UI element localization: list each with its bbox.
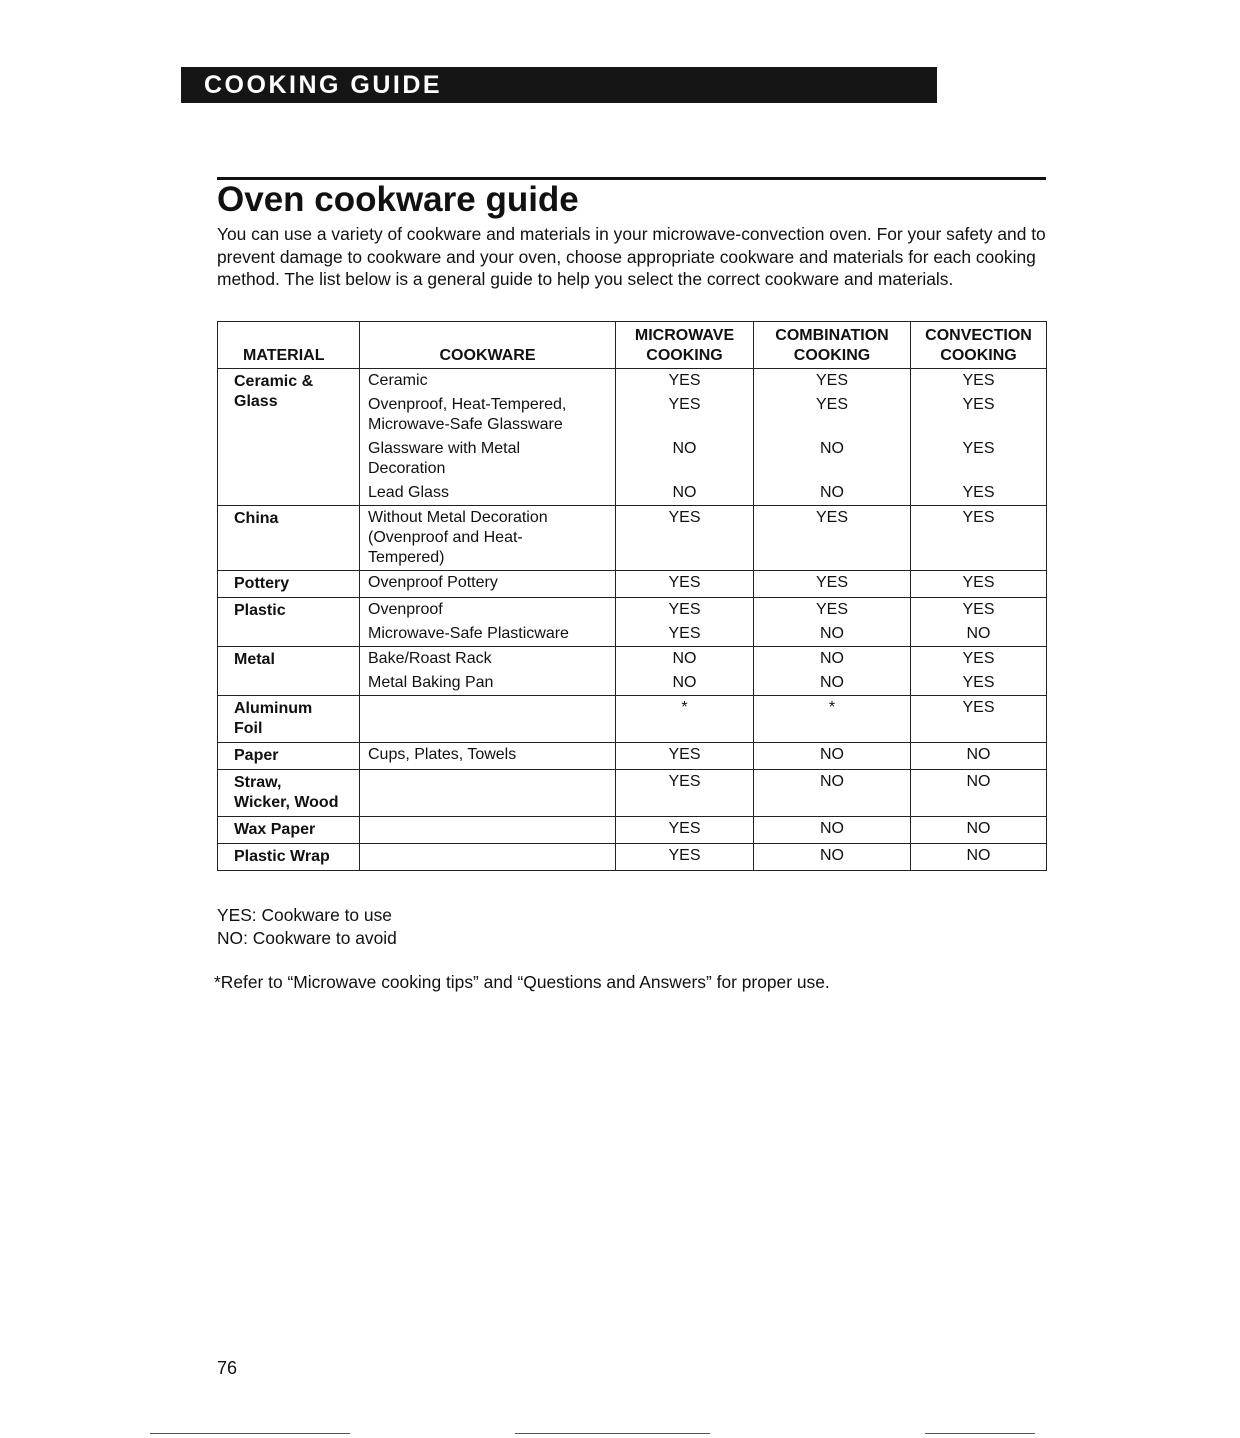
cookware-label: Bake/Roast Rack	[368, 650, 492, 667]
microwave-value: YES	[668, 746, 701, 763]
microwave-value: NO	[672, 650, 697, 667]
convection-cell	[911, 369, 1047, 506]
convection-value: NO	[966, 625, 991, 642]
convection-cell	[911, 844, 1047, 871]
table-row	[218, 506, 1047, 571]
combination-value: NO	[820, 484, 844, 501]
legend-no: NO: Cookware to avoid	[217, 928, 397, 948]
microwave-value: YES	[668, 820, 701, 837]
header-microwave-line1: MICROWAVE	[634, 327, 735, 344]
combination-cell	[754, 369, 911, 506]
combination-value: NO	[820, 674, 844, 691]
table-row	[218, 743, 1047, 770]
microwave-cell	[616, 844, 754, 871]
header-combination	[754, 322, 911, 369]
microwave-value: YES	[668, 574, 701, 591]
microwave-value: *	[681, 699, 688, 716]
microwave-value: YES	[668, 773, 701, 790]
microwave-cell	[616, 743, 754, 770]
cookware-label: Decoration	[368, 460, 446, 477]
header-microwave	[616, 322, 754, 369]
material-cell	[218, 817, 360, 844]
combination-cell	[754, 844, 911, 871]
microwave-cell	[616, 817, 754, 844]
combination-value: NO	[820, 773, 844, 790]
header-microwave-line2: COOKING	[646, 347, 723, 364]
material-cell	[218, 844, 360, 871]
header-convection	[911, 322, 1047, 369]
header-material: MATERIAL	[218, 322, 360, 369]
footer-rule-right	[925, 1433, 1035, 1434]
header-cookware: COOKWARE	[360, 322, 616, 369]
convection-value: YES	[962, 440, 995, 457]
cookware-cell	[360, 647, 616, 696]
cookware-cell	[360, 770, 616, 817]
combination-cell	[754, 696, 911, 743]
convection-value: YES	[962, 601, 995, 618]
cookware-label: Metal Baking Pan	[368, 674, 494, 691]
combination-cell	[754, 506, 911, 571]
combination-value: NO	[820, 746, 844, 763]
microwave-cell	[616, 598, 754, 647]
cookware-label: Ovenproof Pottery	[368, 574, 498, 591]
microwave-value: YES	[668, 847, 701, 864]
convection-value: NO	[966, 746, 991, 763]
convection-value: YES	[962, 650, 995, 667]
material-label: Paper	[234, 747, 279, 764]
cookware-cell	[360, 696, 616, 743]
convection-value: NO	[966, 820, 991, 837]
cookware-cell	[360, 369, 616, 506]
material-label: Aluminum	[234, 700, 313, 717]
cookware-label: Cups, Plates, Towels	[368, 746, 517, 763]
material-label: Pottery	[234, 575, 290, 592]
cookware-label: Ovenproof	[368, 601, 443, 618]
cookware-label: (Ovenproof and Heat-	[368, 529, 523, 546]
cookware-cell	[360, 598, 616, 647]
material-cell	[218, 598, 360, 647]
convection-value: YES	[962, 674, 995, 691]
material-cell	[218, 647, 360, 696]
material-cell	[218, 369, 360, 506]
combination-value: YES	[815, 509, 848, 526]
cookware-label: Tempered)	[368, 549, 445, 566]
combination-cell	[754, 743, 911, 770]
combination-value: YES	[815, 372, 848, 389]
convection-value: NO	[966, 773, 991, 790]
microwave-cell	[616, 369, 754, 506]
material-label: Wax Paper	[234, 821, 316, 838]
convection-value: YES	[962, 484, 995, 501]
convection-cell	[911, 647, 1047, 696]
microwave-value: YES	[668, 396, 701, 413]
cookware-cell	[360, 571, 616, 598]
cookware-label: Microwave-Safe Plasticware	[368, 625, 569, 642]
table-row	[218, 696, 1047, 743]
header-combination-line2: COOKING	[793, 347, 871, 364]
table-row	[218, 647, 1047, 696]
microwave-value: YES	[668, 372, 701, 389]
material-cell	[218, 506, 360, 571]
combination-value: NO	[820, 820, 844, 837]
intro-paragraph: You can use a variety of cookware and materials in your microwave-convection oven. For your safety and to prevent damage to cookware and your oven, choose appropriate cookware and materials for each cooking method. The list below is a general guide to help you select the correct cookware and materials.	[217, 224, 1046, 289]
convection-value: YES	[962, 699, 995, 716]
material-label: Plastic	[234, 602, 286, 619]
microwave-value: NO	[672, 440, 697, 457]
cookware-label: Glassware with Metal	[368, 440, 521, 457]
material-cell	[218, 743, 360, 770]
table-row	[218, 598, 1047, 647]
cookware-label: Ceramic	[368, 372, 428, 389]
table-body	[218, 369, 1047, 871]
convection-cell	[911, 817, 1047, 844]
microwave-cell	[616, 770, 754, 817]
microwave-value: YES	[668, 509, 701, 526]
table-row	[218, 817, 1047, 844]
microwave-value: YES	[668, 625, 701, 642]
microwave-value: YES	[668, 601, 701, 618]
microwave-cell	[616, 647, 754, 696]
combination-cell	[754, 647, 911, 696]
microwave-cell	[616, 571, 754, 598]
material-label: China	[234, 510, 279, 527]
combination-value: YES	[815, 574, 848, 591]
legend-yes: YES: Cookware to use	[217, 905, 392, 925]
legend	[217, 904, 397, 950]
header-convection-line1: CONVECTION	[925, 327, 1032, 344]
cookware-label: Without Metal Decoration	[368, 509, 548, 526]
combination-cell	[754, 770, 911, 817]
material-label: Metal	[234, 651, 275, 668]
convection-cell	[911, 770, 1047, 817]
microwave-cell	[616, 506, 754, 571]
page-title: Oven cookware guide	[217, 180, 579, 219]
cookware-label: Lead Glass	[368, 484, 449, 501]
convection-cell	[911, 506, 1047, 571]
cookware-cell	[360, 506, 616, 571]
combination-value: NO	[820, 847, 844, 864]
material-label: Glass	[234, 393, 278, 410]
material-cell	[218, 696, 360, 743]
convection-value: YES	[962, 574, 995, 591]
combination-value: YES	[815, 601, 848, 618]
combination-value: NO	[820, 625, 844, 642]
header-convection-line2: COOKING	[940, 347, 1017, 364]
cookware-cell	[360, 743, 616, 770]
header-combination-line1: COMBINATION	[775, 327, 889, 344]
material-label: Ceramic &	[234, 373, 314, 390]
table-row	[218, 571, 1047, 598]
cookware-label: Ovenproof, Heat-Tempered,	[368, 396, 567, 413]
material-label: Straw,	[234, 774, 282, 791]
combination-value: *	[828, 699, 836, 716]
convection-cell	[911, 571, 1047, 598]
material-label: Foil	[234, 720, 263, 737]
convection-value: NO	[966, 847, 991, 864]
combination-value: NO	[820, 650, 844, 667]
material-cell	[218, 571, 360, 598]
table-row	[218, 770, 1047, 817]
microwave-value: NO	[672, 484, 697, 501]
combination-cell	[754, 598, 911, 647]
cookware-cell	[360, 817, 616, 844]
footnote: *Refer to “Microwave cooking tips” and “Questions and Answers” for proper use.	[214, 972, 830, 992]
table-row	[218, 844, 1047, 871]
convection-value: YES	[962, 396, 995, 413]
cookware-label: Microwave-Safe Glassware	[368, 416, 563, 433]
section-banner: COOKING GUIDE	[181, 67, 937, 103]
cookware-table	[217, 321, 1047, 871]
page-number: 76	[217, 1358, 238, 1378]
table-row	[218, 369, 1047, 506]
material-cell	[218, 770, 360, 817]
convection-cell	[911, 598, 1047, 647]
material-label: Wicker, Wood	[234, 794, 339, 811]
combination-value: YES	[815, 396, 848, 413]
cookware-cell	[360, 844, 616, 871]
combination-cell	[754, 571, 911, 598]
footer-rule-middle	[515, 1433, 710, 1434]
convection-value: YES	[962, 509, 995, 526]
microwave-cell	[616, 696, 754, 743]
convection-value: YES	[962, 372, 995, 389]
table-header-row	[218, 322, 1047, 369]
material-label: Plastic Wrap	[234, 848, 330, 865]
combination-cell	[754, 817, 911, 844]
combination-value: NO	[820, 440, 844, 457]
microwave-value: NO	[672, 674, 697, 691]
footer-rule-left	[150, 1433, 350, 1434]
convection-cell	[911, 696, 1047, 743]
convection-cell	[911, 743, 1047, 770]
